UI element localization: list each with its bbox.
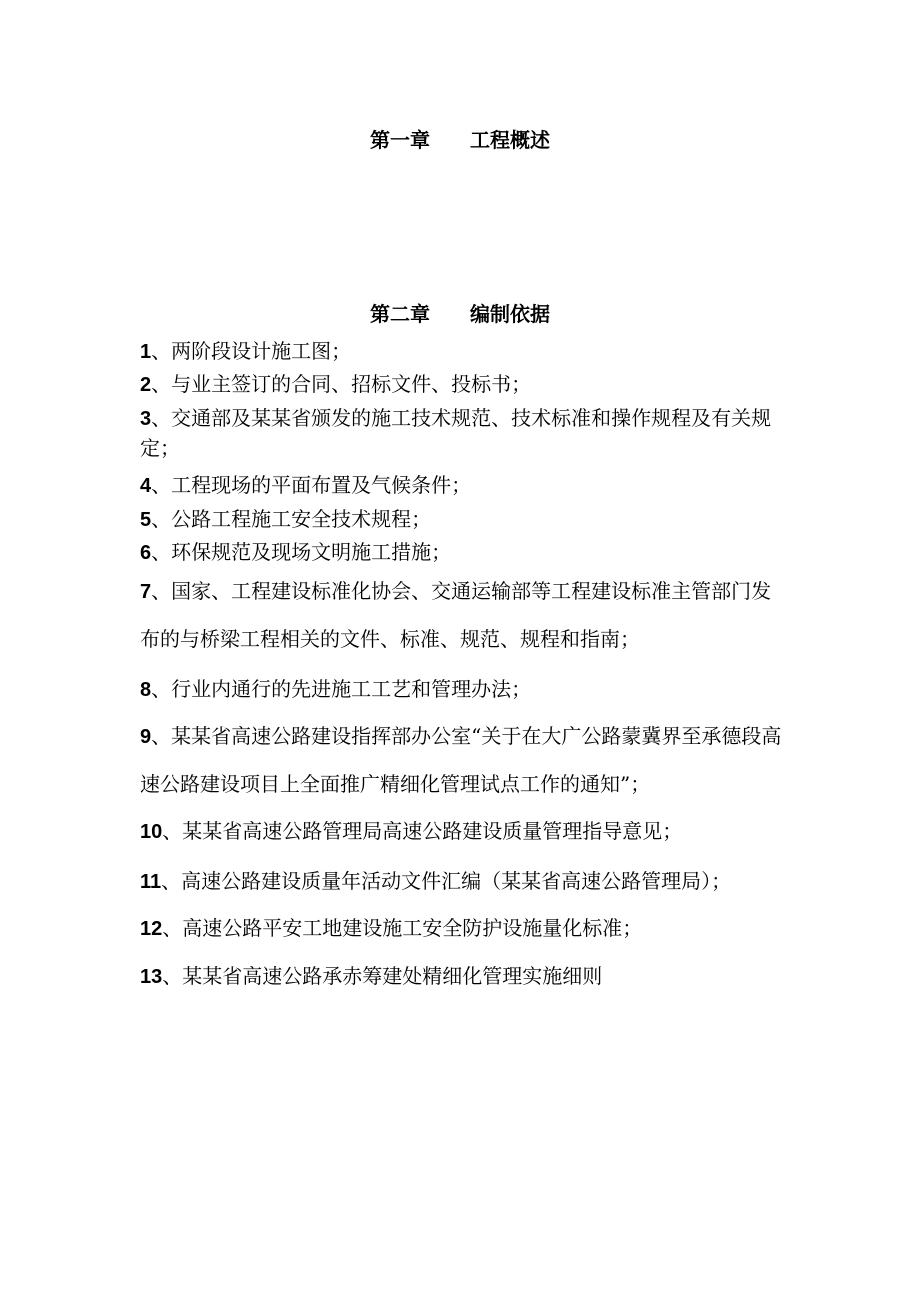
item-number: 9	[140, 726, 152, 748]
list-item-6	[140, 538, 790, 568]
item-number: 12	[140, 918, 163, 940]
list-item-1	[140, 337, 790, 367]
list-item-10	[140, 817, 790, 847]
item-number: 6	[140, 542, 152, 564]
item-number: 2	[140, 374, 152, 396]
item-text: 、行业内通行的先进施工工艺和管理办法；	[151, 677, 532, 701]
item-text: 、高速公路建设质量年活动文件汇编（某某省高速公路管理局）；	[161, 869, 732, 893]
item-number: 3	[140, 408, 152, 430]
list-item-12	[140, 914, 790, 944]
item-number: 11	[140, 871, 162, 893]
item-number: 5	[140, 509, 152, 531]
item-number: 13	[140, 966, 163, 988]
item-number: 4	[140, 475, 152, 497]
list-item-4	[140, 471, 790, 501]
item-text: 、两阶段设计施工图；	[151, 339, 352, 363]
item-text: 、与业主签订的合同、招标文件、投标书；	[151, 372, 532, 396]
item-text: 、某某省高速公路承赤筹建处精细化管理实施细则	[162, 964, 603, 988]
list-item-3	[140, 404, 790, 463]
list-item-5	[140, 505, 790, 535]
chapter-2-title: 第二章 编制依据	[370, 302, 550, 326]
item-text: 、交通部及某某省颁发的施工技术规范、技术标准和操作规程及有关规定；	[140, 406, 772, 460]
item-text: 、高速公路平安工地建设施工安全防护设施量化标准；	[162, 916, 643, 940]
list-item-8	[140, 675, 790, 705]
item-number: 7	[140, 581, 152, 603]
item-text: 、工程现场的平面布置及气候条件；	[151, 473, 472, 497]
item-text: 、某某省高速公路建设指挥部办公室“关于在大广公路蒙冀界至承德段高速公路建设项目上全面推广精细化管理试点工作的通知”；	[140, 724, 782, 796]
item-text: 、国家、工程建设标准化协会、交通运输部等工程建设标准主管部门发布的与桥梁工程相关的文件、标准、规范、规程和指南；	[140, 579, 772, 651]
list-item-13	[140, 962, 790, 992]
item-number: 1	[140, 341, 152, 363]
item-text: 、公路工程施工安全技术规程；	[151, 507, 432, 531]
list-item-11	[140, 867, 790, 897]
item-text: 、某某省高速公路管理局高速公路建设质量管理指导意见；	[162, 819, 683, 843]
list-item-2	[140, 370, 790, 400]
item-number: 8	[140, 679, 152, 701]
item-number: 10	[140, 821, 163, 843]
item-text: 、环保规范及现场文明施工措施；	[151, 540, 452, 564]
list-item-7	[140, 568, 790, 663]
chapter-1-title: 第一章 工程概述	[370, 128, 550, 152]
list-item-9	[140, 713, 790, 808]
